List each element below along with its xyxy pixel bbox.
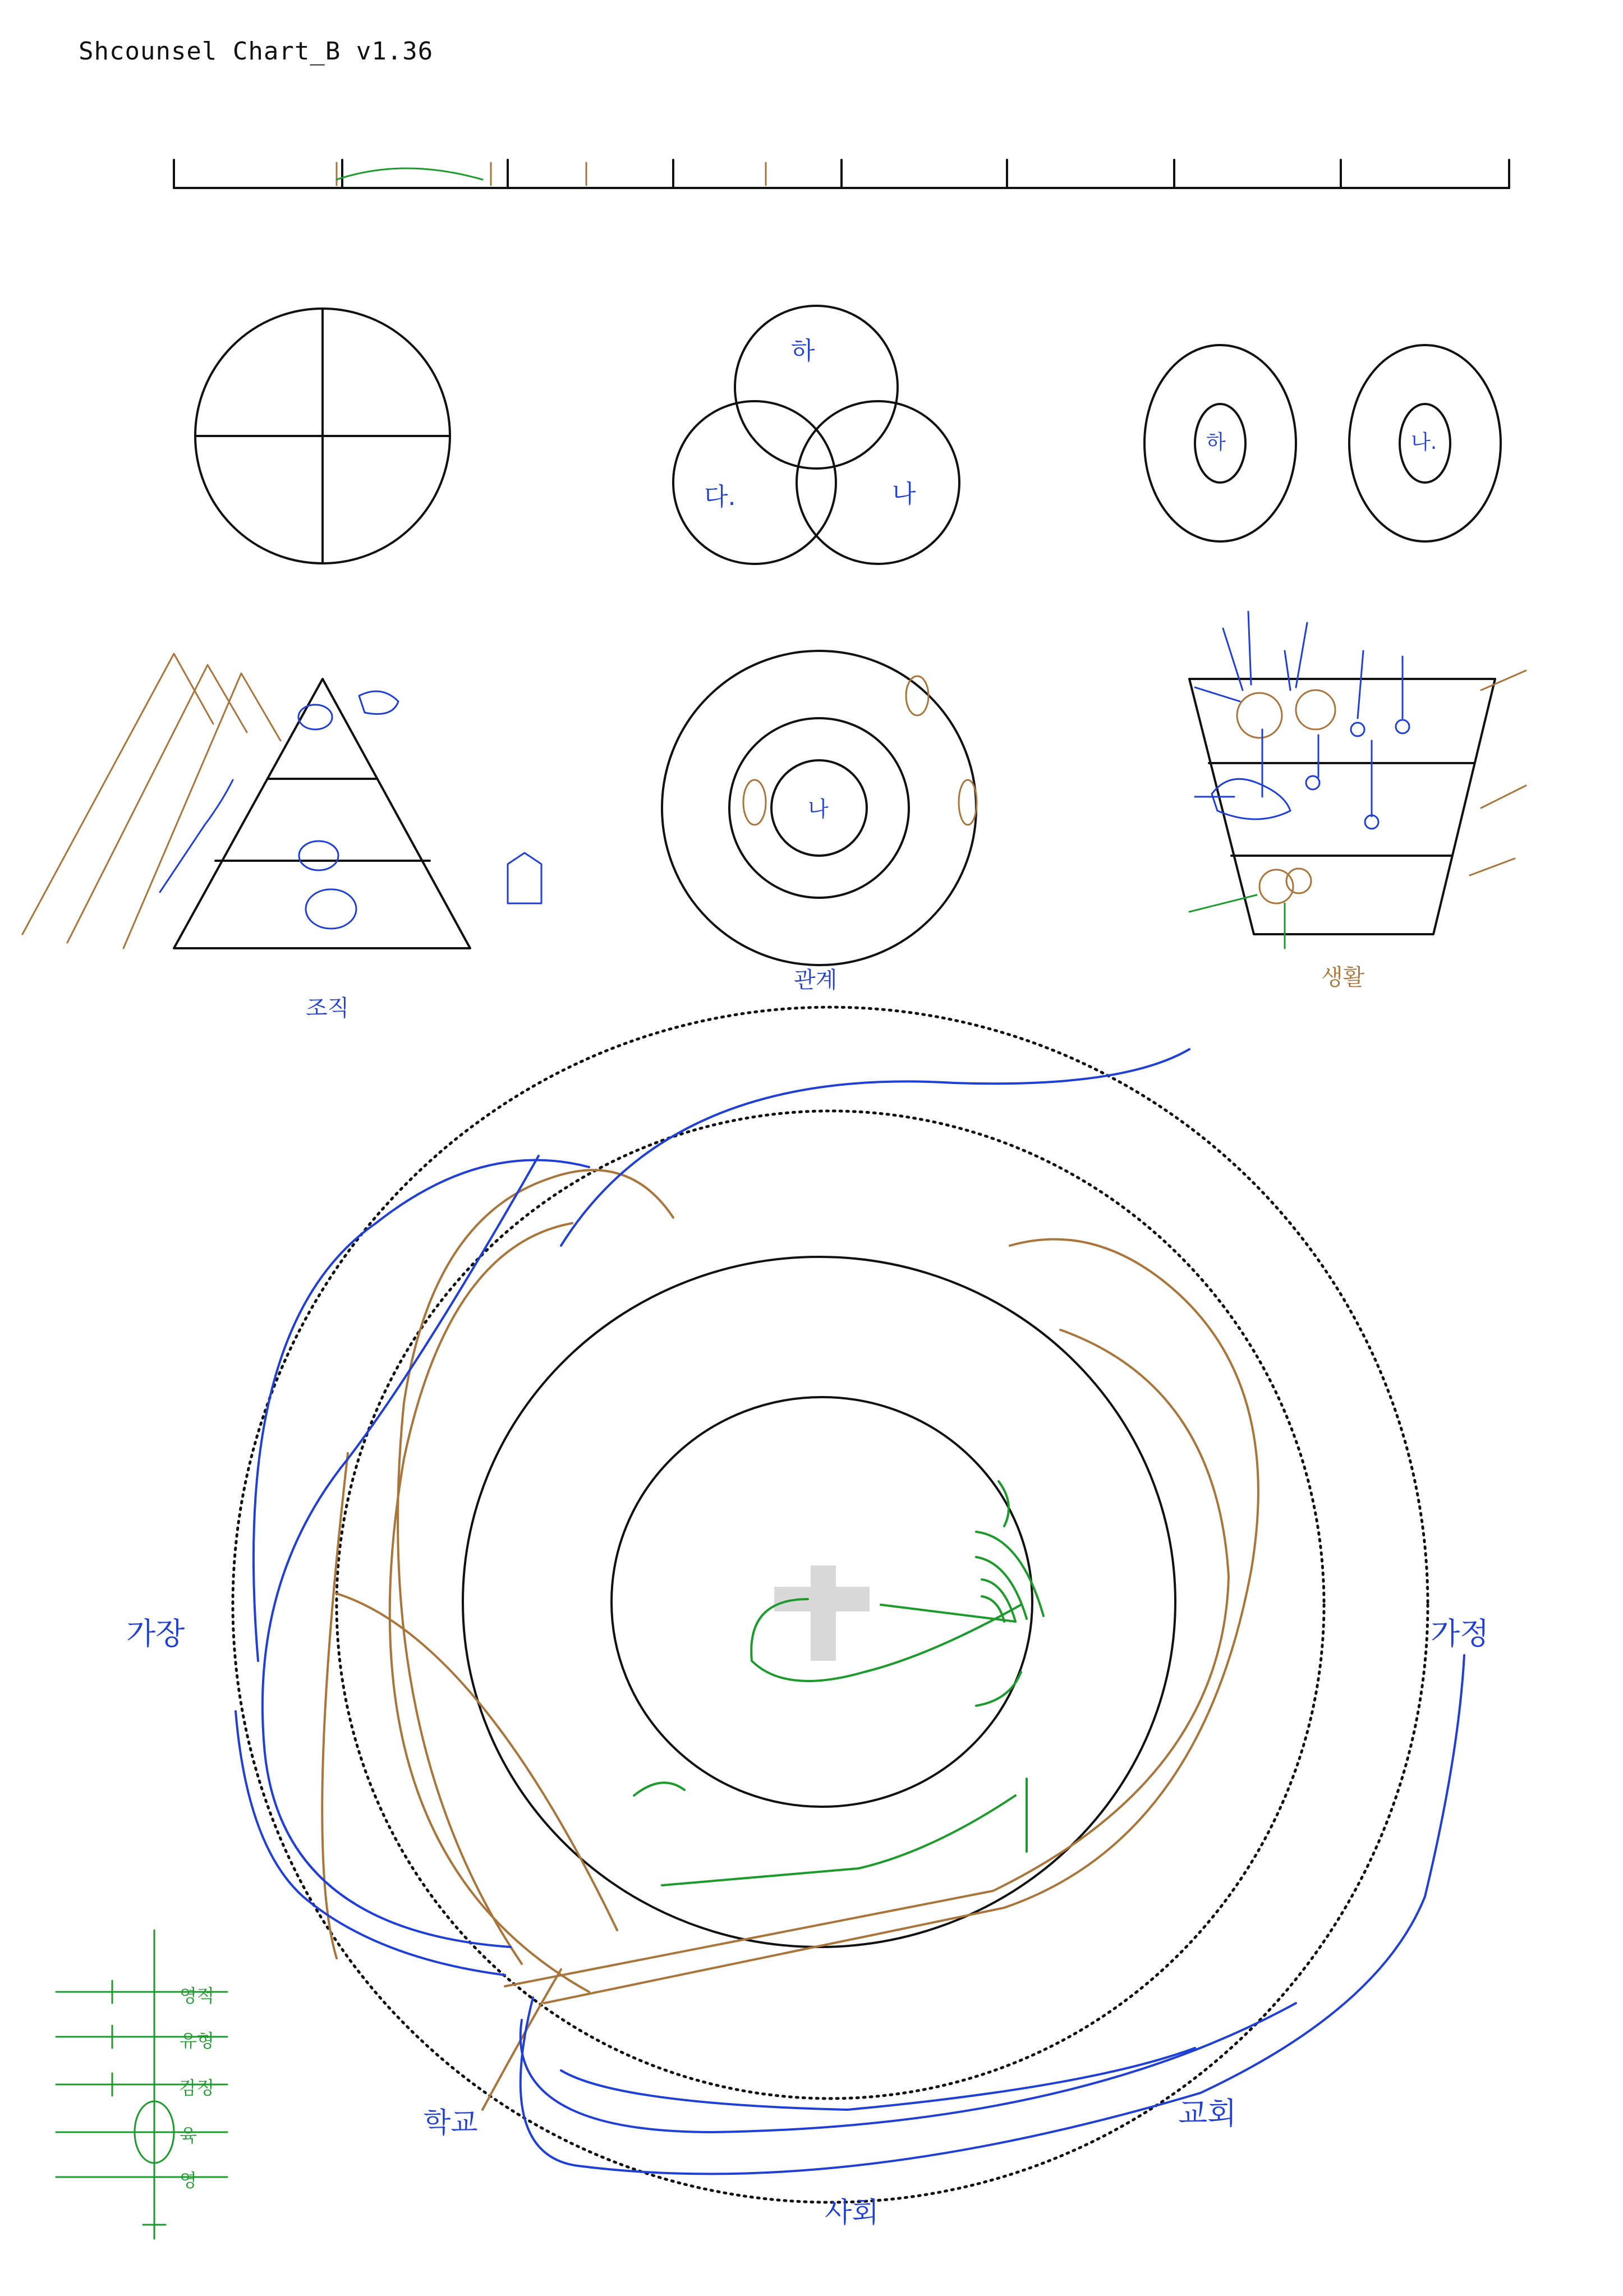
venn-label-right: 나	[892, 480, 916, 508]
venn-label-top: 하	[791, 337, 815, 365]
bucket-trapezoid	[1189, 612, 1526, 948]
map-label-society: 사회	[825, 2196, 879, 2229]
pair-circles	[1144, 345, 1501, 541]
venn-diagram	[673, 306, 959, 564]
chart-title: Shcounsel Chart_B v1.36	[79, 37, 434, 66]
cross-icon	[774, 1565, 870, 1661]
pair-label-right: 나.	[1411, 431, 1437, 454]
map-label-school: 학교	[424, 2106, 478, 2139]
ladder-item-3: 감정	[180, 2077, 214, 2098]
ladder-item-2: 유형	[180, 2030, 214, 2051]
pair-label-left: 하	[1206, 431, 1226, 454]
pyramid-caption: 조직	[306, 995, 350, 1021]
ladder-item-4: 육	[180, 2125, 197, 2146]
ladder-item-1: 영적	[180, 1985, 214, 2006]
quartered-circle	[195, 309, 450, 563]
pyramid	[22, 654, 541, 948]
map-label-left: 가장	[126, 1616, 185, 1651]
map-label-church: 교회	[1178, 2096, 1237, 2131]
big-map	[233, 1007, 1464, 2202]
relation-center-label: 나	[808, 797, 829, 821]
timeline	[174, 160, 1509, 188]
map-label-right: 가정	[1431, 1616, 1489, 1651]
ladder-item-5: 영	[180, 2170, 197, 2191]
relation-caption: 관계	[794, 967, 838, 993]
venn-label-left: 다.	[704, 483, 736, 511]
bucket-caption: 생활	[1321, 965, 1365, 990]
